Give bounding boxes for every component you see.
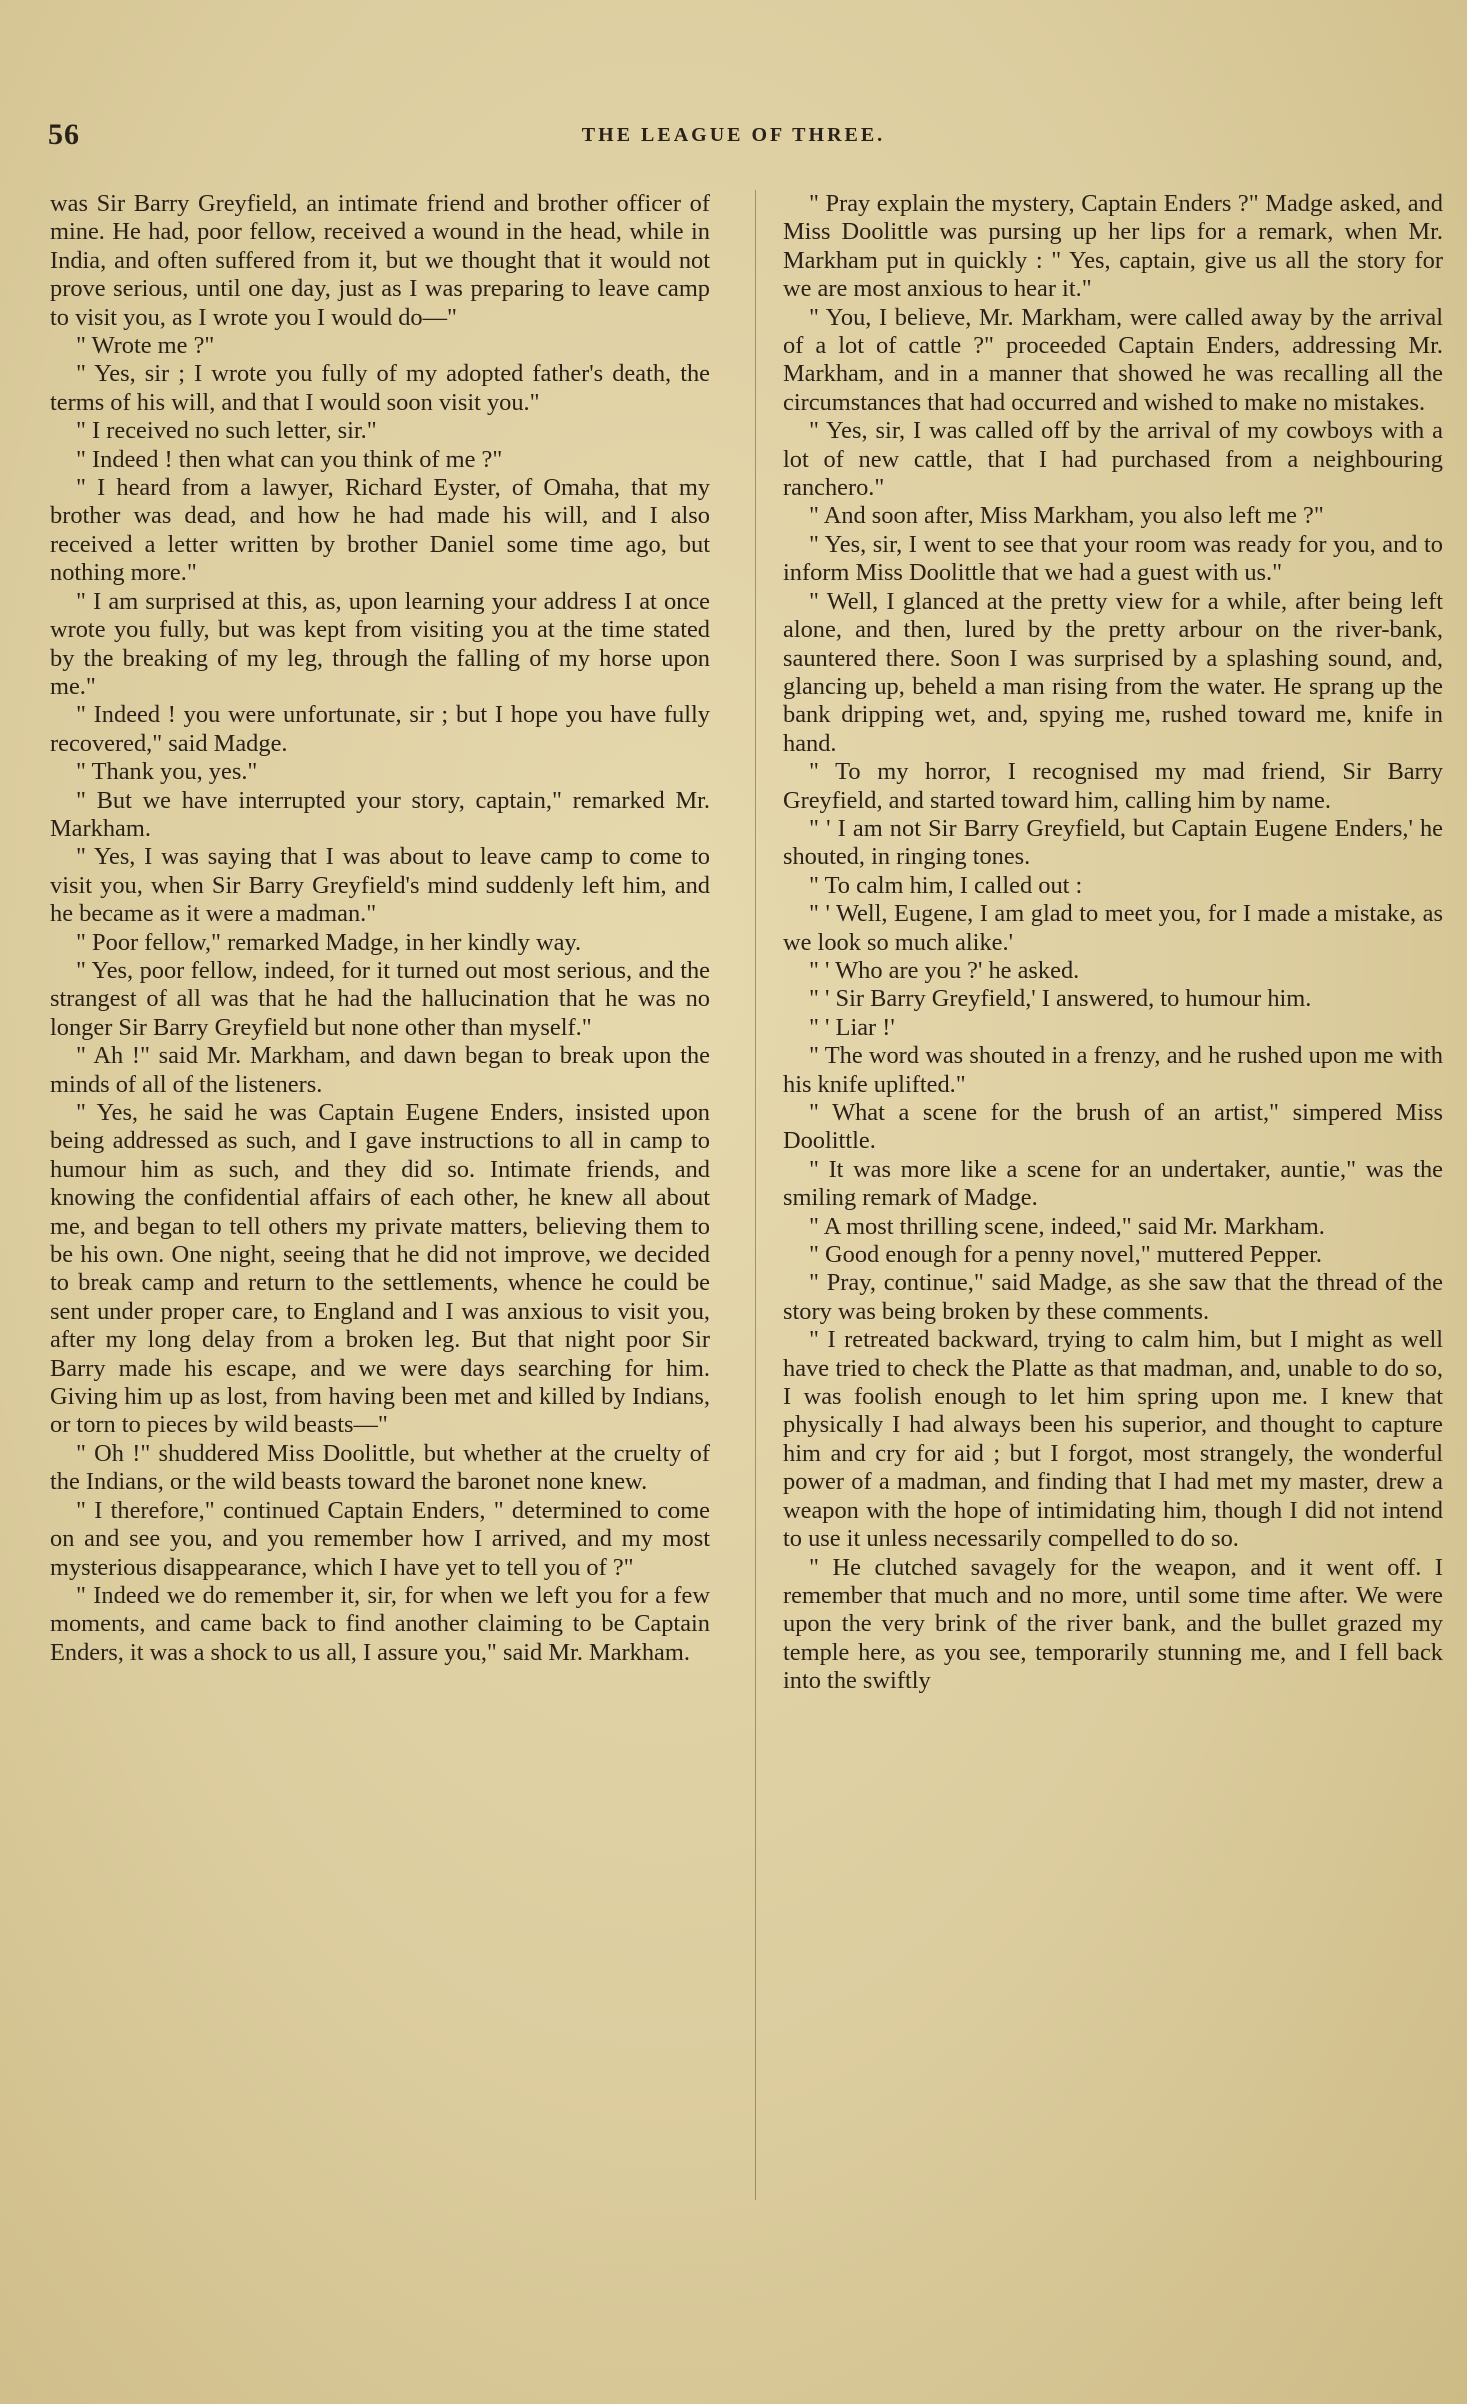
paragraph: " Pray, continue," said Madge, as she saw that the thread of the story was being broken by these comments. [783,1269,1443,1325]
paragraph: " Good enough for a penny novel," muttered Pepper. [809,1241,1323,1269]
paragraph: " Well, I glanced at the pretty view for a while, after being left alone, and then, lured by the pretty arbour on the river-bank, sauntered there. Soon I was surprised by a splashing sound, and, glancing up, beheld a man rising from the water. He sprang up the bank dripping wet, and, spying me, rushed toward me, knife in hand. [783,587,1443,757]
paragraph: " Indeed ! then what can you think of me ?" [76,445,503,473]
paragraph: " What a scene for the brush of an artist," simpered Miss Doolittle. [783,1099,1443,1155]
paragraph: " ' I am not Sir Barry Greyfield, but Captain Eugene Enders,' he shouted, in ringing tones. [783,814,1443,871]
paragraph: " Yes, sir, I was called off by the arrival of my cowboys with a lot of new cattle, that I had purchased from a neighbouring ranchero." [783,417,1443,502]
paragraph: " Indeed ! you were unfortunate, sir ; but I hope you have fully recovered," said Madge. [50,701,710,757]
paragraph: " Poor fellow," remarked Madge, in her kindly way. [76,928,582,956]
paragraph: " Yes, poor fellow, indeed, for it turned out most serious, and the strangest of all was that he had the hallucination that he was no longer Sir Barry Greyfield but none other than myself." [50,956,710,1041]
paragraph: was Sir Barry Greyfield, an intimate friend and brother officer of mine. He had, poor fellow, received a wound in the head, while in India, and often suffered from it, but we thought that it would not prove serious, until one day, just as I was preparing to leave camp to visit you, as I wrote you I would do—" [50,190,710,331]
paragraph: " Thank you, yes." [76,758,258,786]
paragraph: " To calm him, I called out : [809,871,1083,899]
page-number: 56 [48,118,80,151]
paragraph: " Yes, I was saying that I was about to leave camp to come to visit you, when Sir Barry Greyfield's mind suddenly left him, and he became as it were a madman." [50,843,710,928]
paragraph: " Yes, he said he was Captain Eugene Enders, insisted upon being addressed as such, and I gave instructions to all in camp to humour him as such, and they did so. Intimate friends, and knowing the confidential affairs of each other, he knew all about me, and began to tell others my private matters, believing them to be his own. One night, seeing that he did not improve, we decided to break camp and return to the settlements, whence he could be sent under proper care, to England and I was anxious to visit you, after my long delay from a broken leg. But that night poor Sir Barry made his escape, and we were days searching for him. Giving him up as lost, from having been met and killed by Indians, or torn to pieces by wild beasts—" [50,1099,710,1439]
paragraph: " Yes, sir, I went to see that your room was ready for you, and to inform Miss Doolittle that we had a guest with us." [783,530,1443,587]
paragraph: " ' Liar !' [809,1013,895,1041]
paragraph: " I therefore," continued Captain Enders, " determined to come on and see you, and you remember how I arrived, and my most mysterious disappearance, which I have yet to tell you of ?" [50,1496,710,1581]
paragraph: " I retreated backward, trying to calm him, but I might as well have tried to check the Platte as that madman, and, unable to do so, I was foolish enough to let him spring upon me. I knew that physically I had always been his superior, and thought to capture him and cry for aid ; but I forgot, most strangely, the wonderful power of a madman, and finding that I had met my master, drew a weapon with the hope of intimidating him, though I did not intend to use it unless necessarily compelled to do so. [783,1326,1443,1553]
paragraph: " I heard from a lawyer, Richard Eyster, of Omaha, that my brother was dead, and how he had made his will, and I also received a letter written by brother Daniel some time ago, but nothing more." [50,474,710,587]
paragraph: " I am surprised at this, as, upon learning your address I at once wrote you fully, but was kept from visiting you at the time stated by the breaking of my leg, through the falling of my horse upon me." [50,587,710,700]
paragraph: " ' Who are you ?' he asked. [809,956,1080,984]
paragraph: " Yes, sir ; I wrote you fully of my adopted father's death, the terms of his will, and that I would soon visit you." [50,360,710,416]
page-header [48,118,1419,158]
paragraph: " Pray explain the mystery, Captain Enders ?" Madge asked, and Miss Doolittle was pursing up her lips for a remark, when Mr. Markham put in quickly : " Yes, captain, give us all the story for we are most anxious to hear it." [783,190,1443,303]
column-divider [755,190,756,2200]
paragraph: " A most thrilling scene, indeed," said Mr. Markham. [809,1212,1325,1240]
left-column [50,190,710,1667]
paragraph: " Oh !" shuddered Miss Doolittle, but whether at the cruelty of the Indians, or the wild beasts toward the baronet none knew. [50,1439,710,1496]
right-column [783,190,1443,1696]
paragraph: " Ah !" said Mr. Markham, and dawn began to break upon the minds of all of the listeners. [50,1042,710,1098]
paragraph: " But we have interrupted your story, captain," remarked Mr. Markham. [50,786,710,842]
running-title: THE LEAGUE OF THREE. [581,124,886,146]
paragraph: " Wrote me ?" [76,332,215,360]
paragraph: " Indeed we do remember it, sir, for when we left you for a few moments, and came back to find another claiming to be Captain Enders, it was a shock to us all, I assure you," said Mr. Markham. [50,1581,710,1666]
paragraph: " To my horror, I recognised my mad friend, Sir Barry Greyfield, and started toward him, calling him by name. [783,758,1443,814]
paragraph: " It was more like a scene for an undertaker, auntie," was the smiling remark of Madge. [783,1155,1443,1212]
paragraph: " The word was shouted in a frenzy, and he rushed upon me with his knife uplifted." [783,1042,1443,1098]
paragraph: " And soon after, Miss Markham, you also left me ?" [809,502,1324,530]
text-columns [50,190,1443,2284]
paragraph: " I received no such letter, sir." [76,417,377,445]
paragraph: " You, I believe, Mr. Markham, were called away by the arrival of a lot of cattle ?" proceeded Captain Enders, addressing Mr. Markham, and in a manner that showed he was recalling all the circumstances that had occurred and wished to make no mistakes. [783,303,1443,416]
paragraph: " ' Well, Eugene, I am glad to meet you, for I made a mistake, as we look so much alike.' [783,900,1443,956]
paragraph: " He clutched savagely for the weapon, and it went off. I remember that much and no more, until some time after. We were upon the very brink of the river bank, and the bullet grazed my temple here, as you see, temporarily stunning me, and I fell back into the swiftly [783,1553,1443,1695]
paragraph: " ' Sir Barry Greyfield,' I answered, to humour him. [809,985,1312,1013]
